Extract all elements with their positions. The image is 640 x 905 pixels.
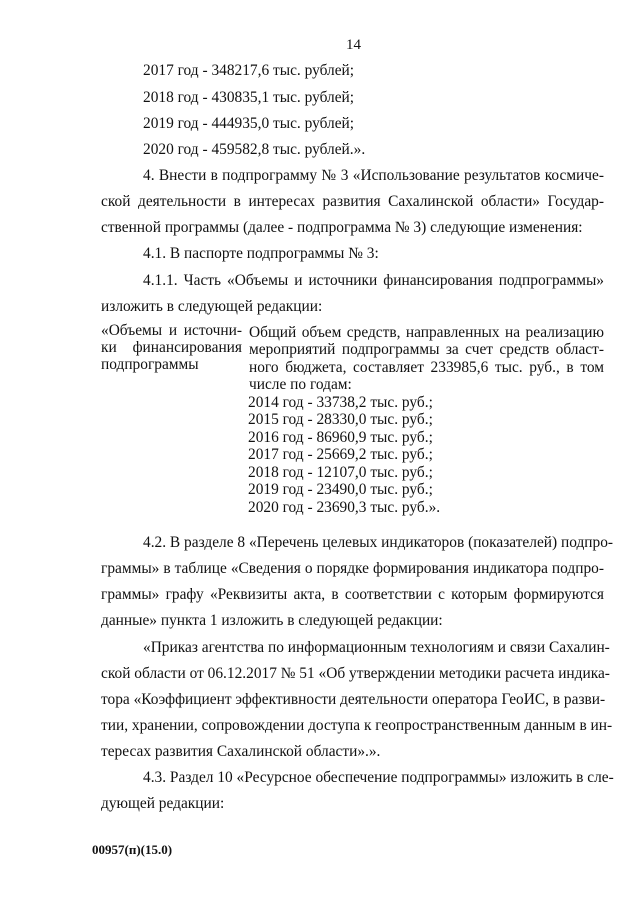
- passport-value-line: мероприятий подпрограммы за счет средств област-: [249, 341, 604, 358]
- prev-year-line: 2017 год - 348217,6 тыс. рублей;: [143, 62, 355, 79]
- paragraph-line: данные» пункта 1 изложить в следующей редакции:: [101, 612, 443, 629]
- paragraph-line: 4.3. Раздел 10 «Ресурсное обеспечение подпрограммы» изложить в сле-: [143, 769, 614, 786]
- paragraph-line: 4.1.1. Часть «Объемы и источники финансирования подпрограммы»: [143, 272, 604, 289]
- page-number: 14: [346, 37, 361, 53]
- paragraph-line: граммы» в таблице «Сведения о порядке формирования индикатора подпро-: [101, 560, 604, 577]
- passport-year-line: 2014 год - 33738,2 тыс. руб.;: [248, 394, 433, 411]
- paragraph-line: граммы» графу «Реквизиты акта, в соответствии с которым формируются: [101, 586, 604, 603]
- passport-year-line: 2019 год - 23490,0 тыс. руб.;: [248, 481, 433, 498]
- quote-line: тора «Коэффициент эффективности деятельности оператора ГеоИС, в разви-: [101, 691, 606, 708]
- passport-year-line: 2020 год - 23690,3 тыс. руб.».: [248, 499, 441, 516]
- quote-line: ской области от 06.12.2017 № 51 «Об утверждении методики расчета индика-: [101, 665, 610, 682]
- passport-year-line: 2016 год - 86960,9 тыс. руб.;: [248, 429, 433, 446]
- paragraph-line: ской деятельности в интересах развития Сахалинской области» Государ-: [101, 193, 604, 210]
- paragraph-line: изложить в следующей редакции:: [101, 298, 323, 315]
- passport-year-line: 2018 год - 12107,0 тыс. руб.;: [248, 464, 433, 481]
- passport-value-line: числе по годам:: [249, 376, 352, 393]
- passport-label-line: подпрограммы: [101, 356, 199, 373]
- prev-year-line: 2019 год - 444935,0 тыс. рублей;: [143, 115, 355, 132]
- paragraph-line: 4.2. В разделе 8 «Перечень целевых индикаторов (показателей) подпро-: [143, 534, 614, 551]
- paragraph-line: дующей редакции:: [101, 795, 225, 812]
- prev-year-line: 2018 год - 430835,1 тыс. рублей;: [143, 89, 355, 106]
- passport-year-line: 2017 год - 25669,2 тыс. руб.;: [248, 446, 433, 463]
- prev-year-line: 2020 год - 459582,8 тыс. рублей.».: [143, 141, 366, 158]
- document-code: 00957(п)(15.0): [92, 842, 173, 857]
- passport-label-line: ки финансирования: [101, 339, 242, 356]
- passport-value-line: ного бюджета, составляет 233985,6 тыс. руб., в том: [249, 359, 604, 376]
- quote-line: тии, хранении, сопровождении доступа к геопространственным данным в ин-: [101, 717, 613, 734]
- passport-year-line: 2015 год - 28330,0 тыс. руб.;: [248, 411, 433, 428]
- passport-label-line: «Объемы и источни-: [101, 322, 242, 339]
- paragraph-line: 4. Внести в подпрограмму № 3 «Использование результатов космиче-: [143, 167, 604, 184]
- paragraph-line: ственной программы (далее - подпрограмма № 3) следующие изменения:: [101, 219, 583, 236]
- passport-value-line: Общий объем средств, направленных на реализацию: [249, 324, 604, 341]
- quote-line: тересах развития Сахалинской области».».: [101, 743, 381, 760]
- quote-line: «Приказ агентства по информационным технологиям и связи Сахалин-: [143, 639, 610, 656]
- paragraph-line: 4.1. В паспорте подпрограммы № 3:: [143, 245, 379, 262]
